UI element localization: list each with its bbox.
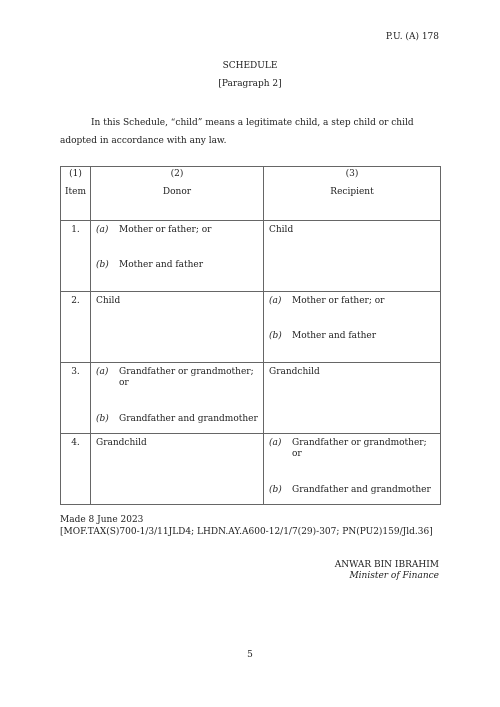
option-marker: (b): [269, 484, 282, 495]
table-row: [61, 363, 441, 434]
item-number: 2.: [61, 292, 91, 363]
made-date: Made 8 June 2023: [60, 515, 144, 525]
gazette-reference: P.U. (A) 178: [385, 32, 439, 42]
option-text: Grandfather and grandmother: [292, 484, 431, 495]
list-item: [269, 485, 435, 496]
list-item: [96, 414, 258, 425]
table-row: [61, 434, 441, 505]
option-text: Grandchild: [269, 367, 320, 377]
page-number: 5: [247, 650, 253, 660]
recipient-cell: [264, 221, 441, 292]
table-row: [61, 221, 441, 292]
option-text: Grandfather or grandmother; or: [119, 367, 254, 389]
schedule-title: SCHEDULE: [222, 61, 278, 71]
list-item: [96, 367, 258, 390]
list-item: [96, 225, 258, 236]
option-text: Mother and father: [119, 260, 204, 271]
schedule-table: [60, 166, 441, 505]
option-marker: (b): [96, 260, 109, 271]
schedule-subtitle: [Paragraph 2]: [218, 79, 282, 89]
option-text: Mother and father: [292, 331, 377, 342]
column-header-item: [61, 167, 91, 221]
option-text: Grandchild: [96, 438, 147, 448]
option-marker: (a): [269, 296, 282, 306]
option-text: Mother or father; or: [119, 225, 212, 235]
column-label: Item: [64, 187, 87, 198]
option-marker: (a): [269, 438, 282, 448]
donor-cell: [91, 434, 264, 505]
schedule-intro: In this Schedule, “child” means a legitimate child, a step child or child adopted in accordance with any law.: [60, 118, 414, 146]
column-label: Recipient: [330, 187, 374, 198]
column-number: (3): [345, 169, 359, 179]
option-text: Child: [269, 225, 294, 235]
table-row: [61, 292, 441, 363]
recipient-cell: [264, 363, 441, 434]
option-text: Grandfather or grandmother; or: [292, 438, 427, 460]
table-header-row: [61, 167, 441, 221]
option-marker: (b): [96, 413, 109, 424]
donor-cell: [91, 363, 264, 434]
list-item: [269, 331, 435, 342]
option-marker: (a): [96, 367, 109, 377]
option-marker: (b): [269, 331, 282, 342]
signature-block: [335, 560, 439, 583]
donor-cell: [91, 292, 264, 363]
column-label: Donor: [162, 187, 192, 198]
option-text: Mother or father; or: [292, 296, 385, 306]
donor-cell: [91, 221, 264, 292]
item-number: 3.: [61, 363, 91, 434]
signer-title: Minister of Finance: [349, 571, 439, 582]
column-header-donor: [91, 167, 264, 221]
list-item: [96, 260, 258, 271]
option-text: Grandfather and grandmother: [119, 413, 258, 424]
signer-name: ANWAR BIN IBRAHIM: [334, 560, 439, 570]
column-number: (1): [69, 169, 82, 179]
recipient-cell: [264, 434, 441, 505]
item-number: 4.: [61, 434, 91, 505]
option-text: Child: [96, 296, 121, 306]
option-marker: (a): [96, 225, 109, 235]
item-number: 1.: [61, 221, 91, 292]
column-header-recipient: [264, 167, 441, 221]
recipient-cell: [264, 292, 441, 363]
list-item: [269, 438, 435, 461]
file-reference: [MOF.TAX(S)700-1/3/11JLD4; LHDN.AY.A600-12/1/7(29)-307; PN(PU2)159/Jld.36]: [60, 527, 433, 537]
list-item: [269, 296, 435, 307]
column-number: (2): [170, 169, 184, 179]
